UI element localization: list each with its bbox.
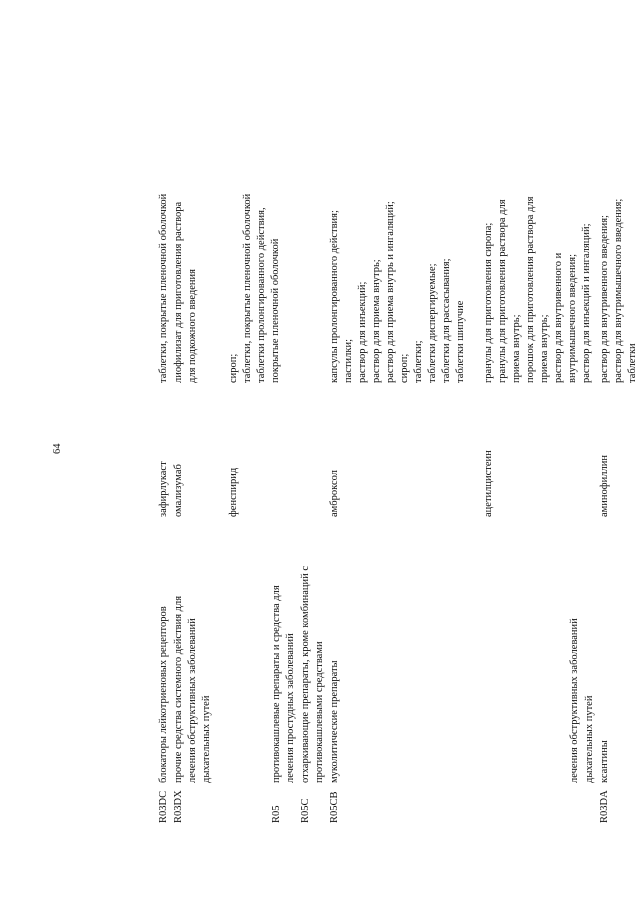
- page-number: 64: [52, 443, 63, 454]
- group-name-line: лечения простудных заболеваний: [285, 633, 296, 783]
- dosage-form: капсулы пролонгированного действия;: [329, 210, 340, 383]
- atc-code: R05CB: [329, 791, 340, 823]
- group-name-line: лечения обструктивных заболеваний: [569, 618, 580, 783]
- drug-name: амброксол: [329, 470, 340, 517]
- group-name-line: прочие средства системного действия для: [173, 595, 184, 783]
- drug-name: аминофиллин: [599, 455, 610, 517]
- drug-name: омализумаб: [173, 464, 184, 517]
- dosage-form: таблетки, покрытые пленочной оболочкой: [158, 193, 169, 383]
- group-name-line: лечения обструктивных заболеваний: [187, 618, 198, 783]
- atc-code: R03DA: [599, 790, 610, 823]
- dosage-form: раствор для внутримышечного введения;: [613, 198, 624, 383]
- dosage-form: таблетки: [627, 343, 638, 383]
- group-name-line: дыхательных путей: [201, 695, 212, 783]
- dosage-form: пастилки;: [343, 338, 354, 383]
- dosage-form: таблетки для рассасывания;: [441, 258, 452, 383]
- group-name-line: муколитические препараты: [329, 660, 340, 783]
- dosage-form: раствор для приема внутрь;: [371, 259, 382, 383]
- dosage-form: гранулы для приготовления сиропа;: [483, 222, 494, 383]
- dosage-form: покрытые пленочной оболочкой: [270, 238, 281, 383]
- group-name-line: противокашлевые препараты и средства для: [271, 585, 282, 783]
- dosage-form: лиофилизат для приготовления раствора: [173, 201, 184, 383]
- atc-code: R05C: [300, 798, 311, 823]
- dosage-form: таблетки пролонгированного действия,: [256, 207, 267, 383]
- dosage-form: таблетки, покрытые пленочной оболочкой: [242, 193, 253, 383]
- dosage-form: сироп;: [228, 353, 239, 383]
- drug-name: зафирлукаст: [158, 461, 169, 517]
- dosage-form: таблетки диспергируемые;: [427, 263, 438, 383]
- group-name-line: противокашлевыми средствами: [314, 641, 325, 783]
- dosage-form: порошок для приготовления раствора для: [525, 196, 536, 383]
- dosage-form: сироп;: [399, 353, 410, 383]
- dosage-form: внутримышечного введения;: [567, 253, 578, 383]
- group-name-line: дыхательных путей: [584, 695, 595, 783]
- dosage-form: гранулы для приготовления раствора для: [497, 199, 508, 383]
- group-name-line: ксантины: [599, 740, 610, 783]
- dosage-form: раствор для внутривенного и: [553, 252, 564, 383]
- dosage-form: раствор для инъекций и ингаляций;: [581, 223, 592, 383]
- dosage-form: для подкожного введения: [187, 269, 198, 383]
- dosage-form: приема внутрь;: [539, 314, 550, 383]
- dosage-form: таблетки;: [413, 340, 424, 383]
- drug-name: ацетилцистеин: [483, 450, 494, 517]
- atc-code: R03DX: [173, 790, 184, 823]
- group-name-line: отхаркивающие препараты, кроме комбинаций с: [300, 565, 311, 783]
- dosage-form: приема внутрь;: [511, 314, 522, 383]
- atc-code: R05: [271, 805, 282, 823]
- group-name-line: блокаторы лейкотриеновых рецепторов: [158, 606, 169, 783]
- dosage-form: таблетки шипучие: [455, 300, 466, 383]
- atc-code: R03DC: [158, 790, 169, 823]
- drug-name: фенспирид: [228, 467, 239, 517]
- dosage-form: раствор для внутривенного введения;: [599, 215, 610, 383]
- dosage-form: раствор для приема внутрь и ингаляций;: [385, 201, 396, 383]
- dosage-form: раствор для инъекций;: [357, 281, 368, 383]
